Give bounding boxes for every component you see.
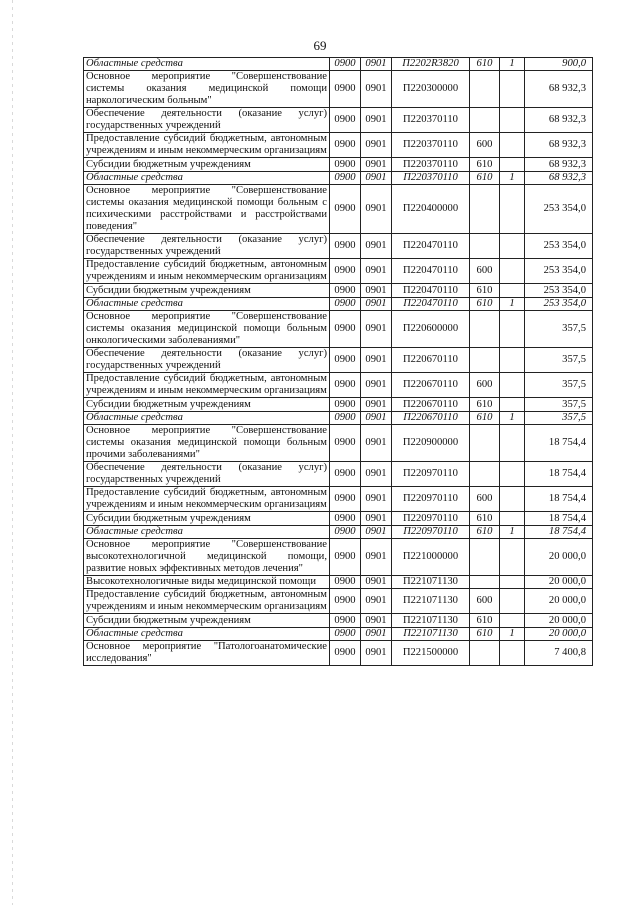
row-target-code-cell: П220670110: [392, 348, 470, 373]
table-row: [84, 512, 593, 526]
row-amount-cell: 18 754,4: [525, 487, 593, 512]
table-row: [84, 185, 593, 234]
row-expense-type-cell: 600: [470, 373, 500, 398]
row-source-cell: [500, 108, 525, 133]
row-section-cell: 0900: [330, 526, 361, 539]
row-name-cell: Обеспечение деятельности (оказание услуг) государственных учреждений: [84, 108, 330, 133]
row-source-cell: 1: [500, 526, 525, 539]
row-name-cell: Областные средства: [84, 172, 330, 185]
row-name-cell: Обеспечение деятельности (оказание услуг) государственных учреждений: [84, 348, 330, 373]
row-subsection-cell: 0901: [361, 158, 392, 172]
table-row: [84, 234, 593, 259]
row-section-cell: 0900: [330, 71, 361, 108]
table-row: [84, 311, 593, 348]
row-section-cell: 0900: [330, 398, 361, 412]
row-section-cell: 0900: [330, 58, 361, 71]
row-section-cell: 0900: [330, 185, 361, 234]
table-row: [84, 172, 593, 185]
row-source-cell: [500, 512, 525, 526]
row-expense-type-cell: [470, 71, 500, 108]
table-row: [84, 348, 593, 373]
row-subsection-cell: 0901: [361, 526, 392, 539]
table-row: [84, 614, 593, 628]
row-name-cell: Субсидии бюджетным учреждениям: [84, 158, 330, 172]
row-target-code-cell: П221000000: [392, 539, 470, 576]
row-target-code-cell: П220370110: [392, 172, 470, 185]
table-row: [84, 576, 593, 589]
row-expense-type-cell: 610: [470, 512, 500, 526]
row-amount-cell: 357,5: [525, 348, 593, 373]
table-row: [84, 133, 593, 158]
row-section-cell: 0900: [330, 487, 361, 512]
row-name-cell: Предоставление субсидий бюджетным, автономным учреждениям и иным некоммерческим организациям: [84, 133, 330, 158]
row-target-code-cell: П220470110: [392, 284, 470, 298]
row-source-cell: [500, 348, 525, 373]
row-amount-cell: 253 354,0: [525, 234, 593, 259]
row-target-code-cell: П220370110: [392, 158, 470, 172]
row-amount-cell: 20 000,0: [525, 589, 593, 614]
row-expense-type-cell: 610: [470, 412, 500, 425]
row-source-cell: [500, 487, 525, 512]
row-amount-cell: 253 354,0: [525, 259, 593, 284]
row-expense-type-cell: 600: [470, 259, 500, 284]
row-section-cell: 0900: [330, 589, 361, 614]
row-source-cell: [500, 284, 525, 298]
row-section-cell: 0900: [330, 108, 361, 133]
row-subsection-cell: 0901: [361, 425, 392, 462]
row-section-cell: 0900: [330, 284, 361, 298]
row-expense-type-cell: [470, 234, 500, 259]
row-target-code-cell: П220470110: [392, 298, 470, 311]
row-source-cell: [500, 259, 525, 284]
row-amount-cell: 7 400,8: [525, 641, 593, 666]
row-section-cell: 0900: [330, 641, 361, 666]
row-section-cell: 0900: [330, 158, 361, 172]
row-source-cell: [500, 589, 525, 614]
row-name-cell: Предоставление субсидий бюджетным, автономным учреждениям и иным некоммерческим организациям: [84, 487, 330, 512]
row-subsection-cell: 0901: [361, 539, 392, 576]
row-name-cell: Высокотехнологичные виды медицинской помощи: [84, 576, 330, 589]
row-section-cell: 0900: [330, 539, 361, 576]
row-expense-type-cell: 610: [470, 526, 500, 539]
row-expense-type-cell: [470, 348, 500, 373]
row-name-cell: Основное мероприятие "Совершенствование высокотехнологичной медицинской помощи, развитие новых эффективных методов лечения": [84, 539, 330, 576]
row-amount-cell: 20 000,0: [525, 539, 593, 576]
row-name-cell: Основное мероприятие "Патологоанатомические исследования": [84, 641, 330, 666]
row-source-cell: [500, 425, 525, 462]
row-source-cell: 1: [500, 628, 525, 641]
row-source-cell: [500, 133, 525, 158]
row-expense-type-cell: 610: [470, 298, 500, 311]
row-target-code-cell: П220470110: [392, 259, 470, 284]
row-subsection-cell: 0901: [361, 259, 392, 284]
row-name-cell: Обеспечение деятельности (оказание услуг) государственных учреждений: [84, 462, 330, 487]
row-name-cell: Предоставление субсидий бюджетным, автономным учреждениям и иным некоммерческим организациям: [84, 373, 330, 398]
row-subsection-cell: 0901: [361, 234, 392, 259]
row-name-cell: Субсидии бюджетным учреждениям: [84, 512, 330, 526]
row-target-code-cell: П220670110: [392, 398, 470, 412]
row-source-cell: [500, 614, 525, 628]
row-expense-type-cell: 610: [470, 284, 500, 298]
row-expense-type-cell: 610: [470, 58, 500, 71]
row-subsection-cell: 0901: [361, 641, 392, 666]
row-target-code-cell: П2202R3820: [392, 58, 470, 71]
row-amount-cell: 20 000,0: [525, 576, 593, 589]
row-source-cell: 1: [500, 58, 525, 71]
table-row: [84, 259, 593, 284]
row-name-cell: Областные средства: [84, 298, 330, 311]
row-source-cell: [500, 462, 525, 487]
row-section-cell: 0900: [330, 311, 361, 348]
row-name-cell: Основное мероприятие "Совершенствование системы оказания медицинской помощи больным онкологическими заболеваниями": [84, 311, 330, 348]
row-amount-cell: 20 000,0: [525, 628, 593, 641]
row-source-cell: 1: [500, 298, 525, 311]
row-amount-cell: 18 754,4: [525, 462, 593, 487]
row-name-cell: Областные средства: [84, 412, 330, 425]
row-section-cell: 0900: [330, 348, 361, 373]
row-target-code-cell: П220970110: [392, 526, 470, 539]
row-name-cell: Областные средства: [84, 526, 330, 539]
row-subsection-cell: 0901: [361, 589, 392, 614]
table-row: [84, 628, 593, 641]
row-subsection-cell: 0901: [361, 628, 392, 641]
row-subsection-cell: 0901: [361, 487, 392, 512]
row-source-cell: [500, 641, 525, 666]
row-subsection-cell: 0901: [361, 373, 392, 398]
row-section-cell: 0900: [330, 133, 361, 158]
row-target-code-cell: П220970110: [392, 462, 470, 487]
table-row: [84, 412, 593, 425]
row-subsection-cell: 0901: [361, 133, 392, 158]
row-expense-type-cell: 610: [470, 398, 500, 412]
table-row: [84, 641, 593, 666]
row-amount-cell: 18 754,4: [525, 425, 593, 462]
row-subsection-cell: 0901: [361, 284, 392, 298]
row-subsection-cell: 0901: [361, 576, 392, 589]
row-target-code-cell: П220670110: [392, 373, 470, 398]
row-amount-cell: 20 000,0: [525, 614, 593, 628]
row-name-cell: Областные средства: [84, 628, 330, 641]
row-section-cell: 0900: [330, 462, 361, 487]
row-target-code-cell: П220670110: [392, 412, 470, 425]
row-amount-cell: 18 754,4: [525, 526, 593, 539]
row-subsection-cell: 0901: [361, 58, 392, 71]
table-row: [84, 398, 593, 412]
row-name-cell: Обеспечение деятельности (оказание услуг) государственных учреждений: [84, 234, 330, 259]
row-amount-cell: 68 932,3: [525, 71, 593, 108]
row-source-cell: [500, 234, 525, 259]
row-expense-type-cell: 600: [470, 487, 500, 512]
row-target-code-cell: П220400000: [392, 185, 470, 234]
row-source-cell: [500, 398, 525, 412]
row-amount-cell: 68 932,3: [525, 172, 593, 185]
row-name-cell: Областные средства: [84, 58, 330, 71]
row-expense-type-cell: 610: [470, 158, 500, 172]
row-expense-type-cell: 600: [470, 133, 500, 158]
table-row: [84, 108, 593, 133]
row-amount-cell: 68 932,3: [525, 133, 593, 158]
row-subsection-cell: 0901: [361, 185, 392, 234]
page-number: 69: [313, 38, 327, 53]
row-section-cell: 0900: [330, 614, 361, 628]
row-amount-cell: 68 932,3: [525, 158, 593, 172]
row-target-code-cell: П221071130: [392, 576, 470, 589]
row-section-cell: 0900: [330, 234, 361, 259]
row-target-code-cell: П221071130: [392, 589, 470, 614]
row-subsection-cell: 0901: [361, 71, 392, 108]
row-expense-type-cell: [470, 311, 500, 348]
row-target-code-cell: П220470110: [392, 234, 470, 259]
row-target-code-cell: П221071130: [392, 628, 470, 641]
row-source-cell: 1: [500, 172, 525, 185]
row-expense-type-cell: 610: [470, 614, 500, 628]
row-amount-cell: 18 754,4: [525, 512, 593, 526]
row-name-cell: Предоставление субсидий бюджетным, автономным учреждениям и иным некоммерческим организациям: [84, 589, 330, 614]
table-row: [84, 58, 593, 71]
row-subsection-cell: 0901: [361, 412, 392, 425]
row-target-code-cell: П220370110: [392, 133, 470, 158]
row-amount-cell: 253 354,0: [525, 284, 593, 298]
row-source-cell: [500, 185, 525, 234]
row-section-cell: 0900: [330, 512, 361, 526]
row-amount-cell: 900,0: [525, 58, 593, 71]
row-section-cell: 0900: [330, 628, 361, 641]
row-subsection-cell: 0901: [361, 311, 392, 348]
table-row: [84, 373, 593, 398]
row-source-cell: [500, 576, 525, 589]
row-expense-type-cell: [470, 425, 500, 462]
row-subsection-cell: 0901: [361, 462, 392, 487]
row-amount-cell: 253 354,0: [525, 298, 593, 311]
row-source-cell: [500, 311, 525, 348]
row-section-cell: 0900: [330, 425, 361, 462]
row-source-cell: [500, 158, 525, 172]
row-amount-cell: 357,5: [525, 311, 593, 348]
table-row: [84, 158, 593, 172]
row-name-cell: Предоставление субсидий бюджетным, автономным учреждениям и иным некоммерческим организациям: [84, 259, 330, 284]
table-row: [84, 462, 593, 487]
row-amount-cell: 253 354,0: [525, 185, 593, 234]
row-expense-type-cell: [470, 576, 500, 589]
row-section-cell: 0900: [330, 576, 361, 589]
row-section-cell: 0900: [330, 259, 361, 284]
row-subsection-cell: 0901: [361, 348, 392, 373]
row-subsection-cell: 0901: [361, 614, 392, 628]
table-row: [84, 487, 593, 512]
row-expense-type-cell: [470, 108, 500, 133]
row-name-cell: Основное мероприятие "Совершенствование системы оказания медицинской помощи больным прочими заболеваниями": [84, 425, 330, 462]
row-target-code-cell: П220300000: [392, 71, 470, 108]
table-row: [84, 284, 593, 298]
row-target-code-cell: П220900000: [392, 425, 470, 462]
row-target-code-cell: П220970110: [392, 487, 470, 512]
table-row: [84, 71, 593, 108]
row-name-cell: Субсидии бюджетным учреждениям: [84, 398, 330, 412]
table-body: [84, 58, 593, 666]
row-expense-type-cell: [470, 641, 500, 666]
row-subsection-cell: 0901: [361, 108, 392, 133]
row-source-cell: [500, 373, 525, 398]
row-name-cell: Субсидии бюджетным учреждениям: [84, 284, 330, 298]
row-amount-cell: 357,5: [525, 412, 593, 425]
scan-margin-line: [12, 0, 13, 905]
row-section-cell: 0900: [330, 298, 361, 311]
row-section-cell: 0900: [330, 412, 361, 425]
row-subsection-cell: 0901: [361, 512, 392, 526]
row-name-cell: Субсидии бюджетным учреждениям: [84, 614, 330, 628]
table-row: [84, 298, 593, 311]
row-source-cell: [500, 71, 525, 108]
row-subsection-cell: 0901: [361, 398, 392, 412]
row-source-cell: [500, 539, 525, 576]
table-row: [84, 526, 593, 539]
row-target-code-cell: П220600000: [392, 311, 470, 348]
row-amount-cell: 357,5: [525, 398, 593, 412]
table-row: [84, 539, 593, 576]
row-target-code-cell: П220370110: [392, 108, 470, 133]
row-subsection-cell: 0901: [361, 298, 392, 311]
row-name-cell: Основное мероприятие "Совершенствование системы оказания медицинской помощи наркологическим больным": [84, 71, 330, 108]
row-target-code-cell: П221500000: [392, 641, 470, 666]
table-row: [84, 589, 593, 614]
row-expense-type-cell: [470, 462, 500, 487]
row-target-code-cell: П221071130: [392, 614, 470, 628]
row-amount-cell: 357,5: [525, 373, 593, 398]
row-subsection-cell: 0901: [361, 172, 392, 185]
row-section-cell: 0900: [330, 373, 361, 398]
row-source-cell: 1: [500, 412, 525, 425]
row-expense-type-cell: 610: [470, 172, 500, 185]
row-expense-type-cell: [470, 539, 500, 576]
row-amount-cell: 68 932,3: [525, 108, 593, 133]
table-row: [84, 425, 593, 462]
row-target-code-cell: П220970110: [392, 512, 470, 526]
row-expense-type-cell: 610: [470, 628, 500, 641]
row-expense-type-cell: [470, 185, 500, 234]
row-expense-type-cell: 600: [470, 589, 500, 614]
row-section-cell: 0900: [330, 172, 361, 185]
budget-table: [83, 57, 593, 666]
row-name-cell: Основное мероприятие "Совершенствование системы оказания медицинской помощи больным с психическими расстройствами и расстройствами поведения": [84, 185, 330, 234]
